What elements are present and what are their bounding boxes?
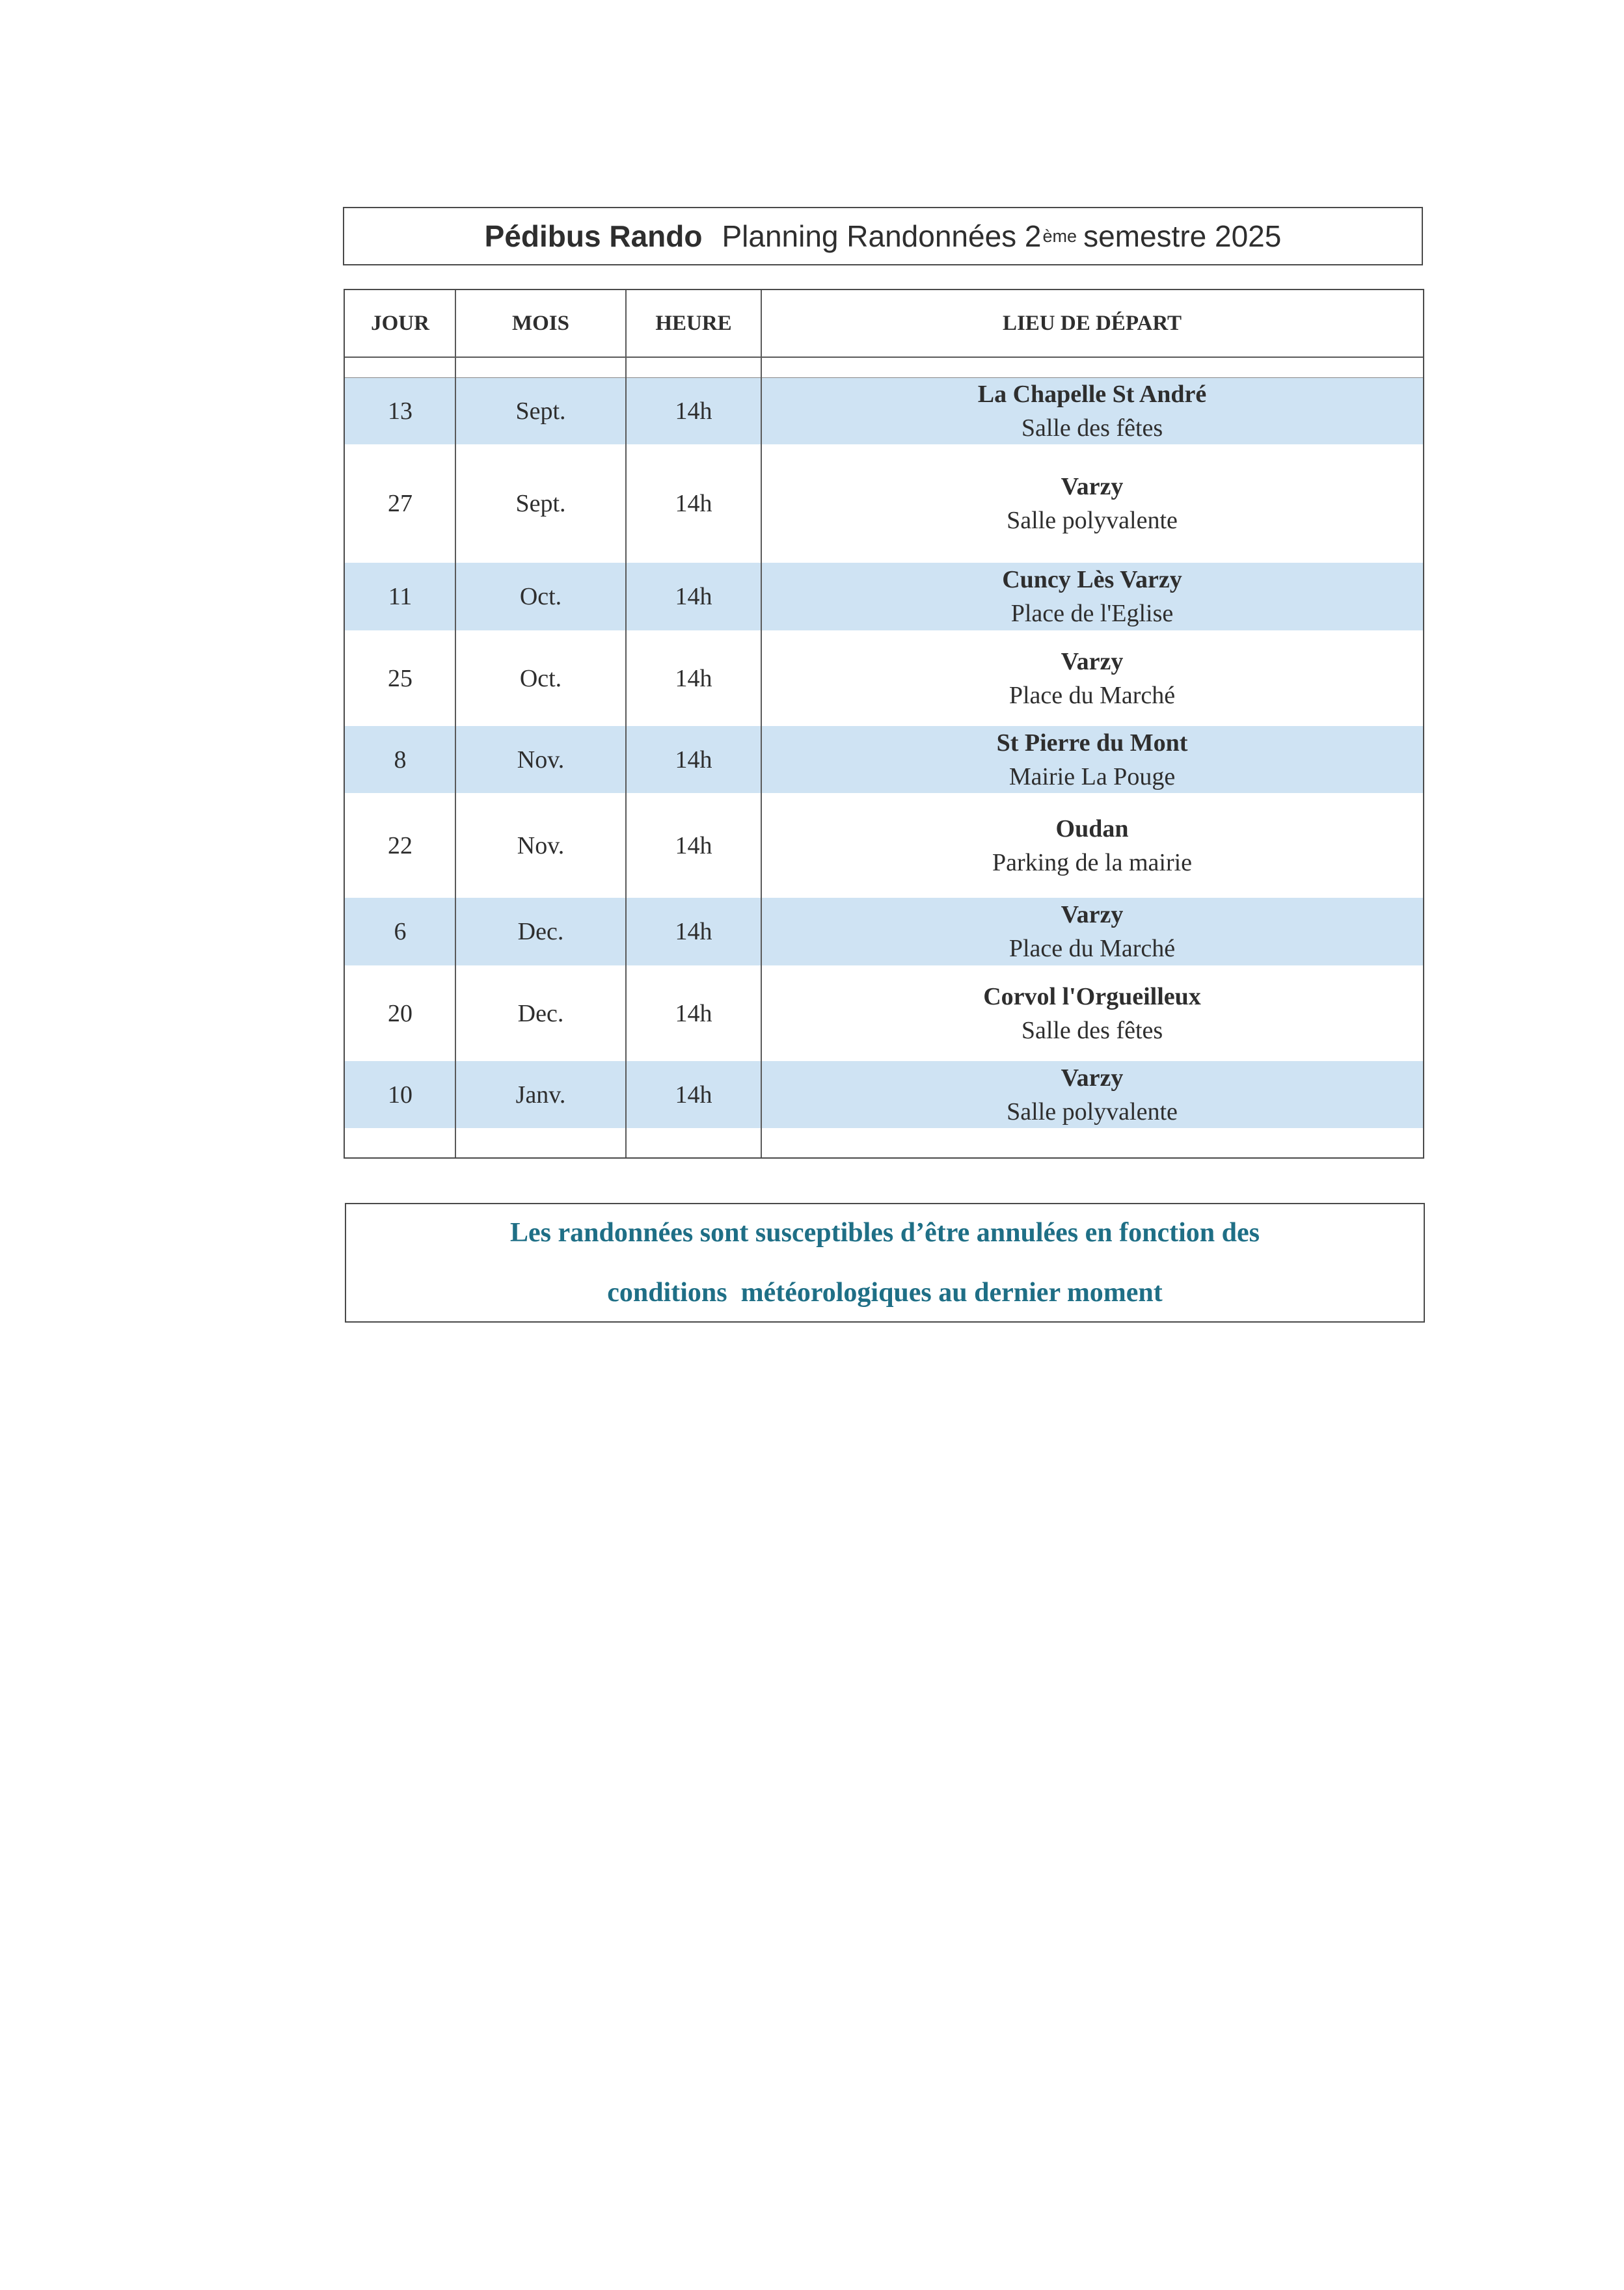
cell-lieu [761,563,1423,630]
cell-jour: 22 [388,831,413,859]
venue-name: Salle des fêtes [1021,414,1163,442]
cell-heure: 14h [675,490,712,517]
cell-heure: 14h [675,746,712,774]
schedule-table [344,289,1424,1159]
table-header-row [345,290,1423,357]
header-lieu: LIEU DE DÉPART [1002,312,1182,335]
cell-lieu [761,965,1423,1061]
table-row [345,726,1423,793]
notice-line-2: conditions météorologiques au dernier moment [607,1278,1163,1308]
cell-heure: 14h [675,918,712,945]
cell-lieu [761,630,1423,726]
column-divider [455,290,456,1157]
table-row [345,563,1423,630]
cell-heure: 14h [675,999,712,1027]
header-jour: JOUR [371,311,429,335]
cell-mois: Dec. [517,999,564,1027]
title-superscript: ème [1042,226,1077,246]
cell-mois: Nov. [517,746,565,774]
cell-heure: 14h [675,397,712,425]
venue-name: Place de l'Eglise [1010,600,1174,627]
title-box [343,207,1423,265]
cell-lieu [761,898,1423,965]
header-mois: MOIS [511,311,569,335]
cell-mois: Nov. [517,831,565,859]
cell-jour: 11 [388,583,413,610]
place-name: Cuncy Lès Varzy [1002,566,1182,593]
venue-name: Salle polyvalente [1007,1098,1178,1125]
header-heure: HEURE [655,311,732,335]
venue-name: Place du Marché [1008,681,1176,709]
place-name: St Pierre du Mont [996,729,1188,757]
cell-lieu [761,444,1423,563]
cell-mois: Sept. [515,397,566,425]
cell-heure: 14h [675,1081,712,1109]
table-row [345,965,1423,1061]
cell-mois: Oct. [519,664,562,692]
table-divider [345,357,1423,358]
cell-heure: 14h [675,831,712,859]
cell-lieu [761,793,1423,898]
cell-jour: 20 [388,999,413,1027]
title-text-end: semestre 2025 [1083,219,1282,253]
place-name: Corvol l'Orgueilleux [983,982,1201,1010]
cell-jour: 6 [394,918,407,945]
venue-name: Place du Marché [1008,935,1176,962]
cell-jour: 25 [388,664,413,692]
cell-heure: 14h [675,664,712,692]
column-divider [761,290,762,1157]
table-row [345,630,1423,726]
cell-mois: Sept. [515,490,566,517]
table-row [345,898,1423,965]
title-text: Planning Randonnées 2 [722,219,1042,253]
cell-jour: 10 [388,1081,413,1109]
place-name: La Chapelle St André [977,380,1207,408]
cell-mois: Dec. [517,918,564,945]
place-name: Varzy [1061,473,1124,500]
cell-heure: 14h [675,583,712,610]
table-divider [345,377,1423,378]
cell-jour: 27 [388,490,413,517]
table-row [345,444,1423,563]
cell-jour: 13 [388,397,413,425]
cell-jour: 8 [394,746,407,774]
cancellation-notice [345,1203,1425,1323]
place-name: Varzy [1061,647,1124,675]
venue-name: Salle polyvalente [1007,507,1178,534]
place-name: Oudan [1055,815,1129,842]
cell-lieu [761,726,1423,793]
place-name: Varzy [1061,1064,1124,1092]
cell-mois: Oct. [519,583,562,610]
title-brand: Pédibus Rando [484,219,703,253]
notice-line-1: Les randonnées sont susceptibles d’être annulées en fonction des [510,1218,1260,1248]
table-row [345,377,1423,444]
venue-name: Salle des fêtes [1021,1016,1163,1044]
column-divider [625,290,627,1157]
venue-name: Mairie La Pouge [1008,762,1176,790]
table-row [345,1061,1423,1128]
place-name: Varzy [1061,901,1124,928]
cell-mois: Janv. [515,1081,566,1109]
cell-lieu [761,1061,1423,1128]
table-row [345,793,1423,898]
cell-lieu [761,377,1423,444]
venue-name: Parking de la mairie [992,848,1193,876]
